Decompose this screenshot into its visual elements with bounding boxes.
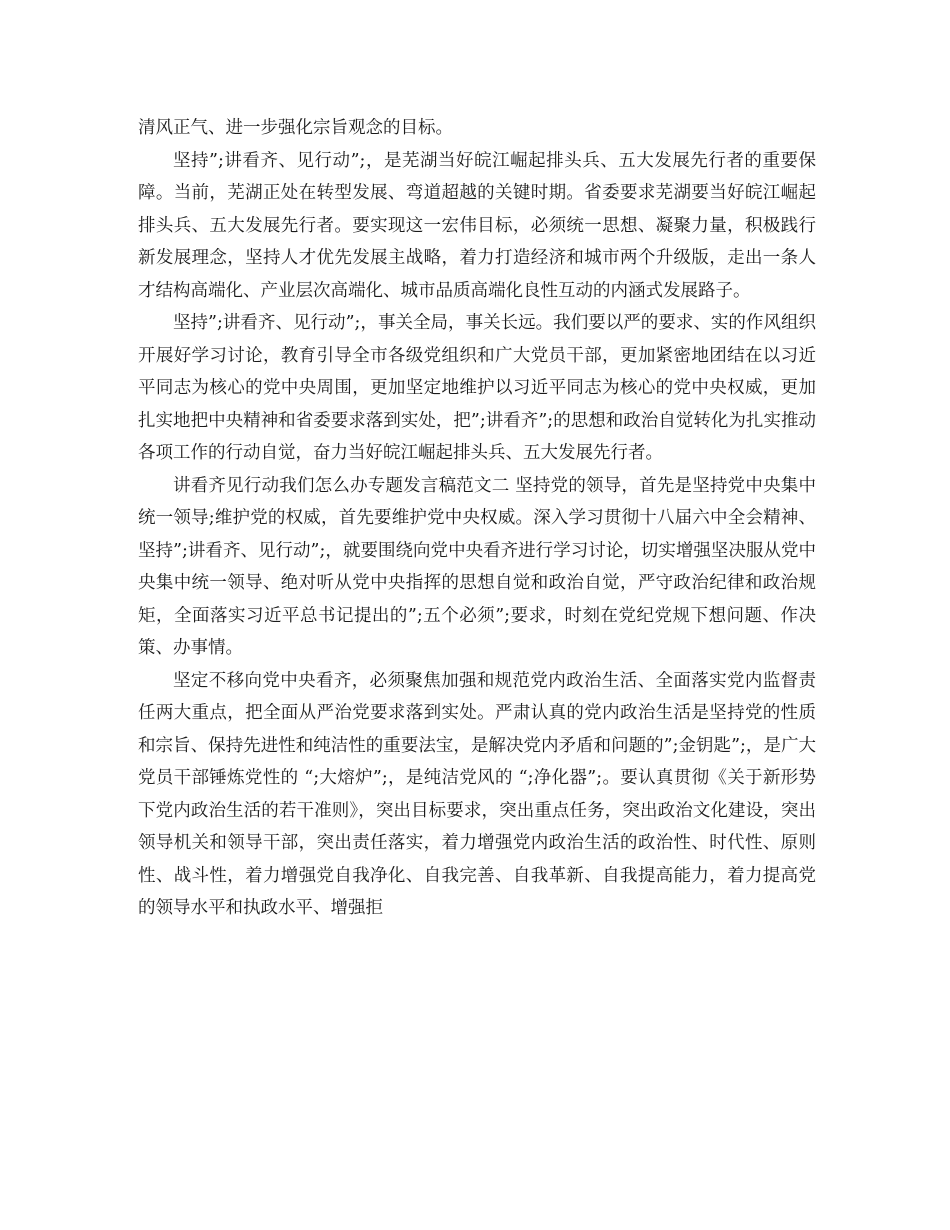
paragraph-5: 坚定不移向党中央看齐，必须聚焦加强和规范党内政治生活、全面落实党内监督责任两大重点，把全面从严治党要求落到实处。严肃认真的党内政治生活是坚持党的性质和宗旨、保持先进性和纯洁性的重要法宝，是解决党内矛盾和问题的”;金钥匙”;，是广大党员干部锤炼党性的 “;大熔炉”;，是纯洁党风的 “;净化器”;。要认真贯彻《关于新形势下党内政治生活的若干准则》，突出目标要求，突出重点任务，突出政治文化建设，突出领导机关和领导干部，突出责任落实，着力增强党内政治生活的政治性、时代性、原则性、战斗性，着力增强党自我净化、自我完善、自我革新、自我提高能力，着力提高党的领导水平和执政水平、增强拒	[138, 670, 816, 918]
paragraph-1: 清风正气、进一步强化宗旨观念的目标。	[138, 118, 453, 138]
paragraph-2: 坚持”;讲看齐、见行动”;，是芜湖当好皖江崛起排头兵、五大发展先行者的重要保障。当前，芜湖正处在转型发展、弯道超越的关键时期。省委要求芜湖要当好皖江崛起排头兵、五大发展先行者。要实现这一宏伟目标，必须统一思想、凝聚力量，积极践行新发展理念，坚持人才优先发展主战略，着力打造经济和城市两个升级版，走出一条人才结构高端化、产业层次高端化、城市品质高端化良性互动的内涵式发展路子。	[138, 150, 816, 301]
paragraph-3: 坚持”;讲看齐、见行动”;，事关全局，事关长远。我们要以严的要求、实的作风组织开展好学习讨论，教育引导全市各级党组织和广大党员干部，更加紧密地团结在以习近平同志为核心的党中央周围，更加坚定地维护以习近平同志为核心的党中央权威，更加扎实地把中央精神和省委要求落到实处，把”;讲看齐”;的思想和政治自觉转化为扎实推动各项工作的行动自觉，奋力当好皖江崛起排头兵、五大发展先行者。	[138, 313, 816, 463]
paragraph-4: 讲看齐见行动我们怎么办专题发言稿范文二 坚持党的领导，首先是坚持党中央集中统一领导;维护党的权威，首先要维护党中央权威。深入学习贯彻十八届六中全会精神、坚持”;讲看齐、见行动”;，就要围绕向党中央看齐进行学习讨论，切实增强坚决服从党中央集中统一领导、绝对听从党中央指挥的思想自觉和政治自觉，严守政治纪律和政治规矩，全面落实习近平总书记提出的”;五个必须”;要求，时刻在党纪党规下想问题、作决策、办事情。	[138, 475, 816, 658]
document-body	[138, 112, 816, 925]
